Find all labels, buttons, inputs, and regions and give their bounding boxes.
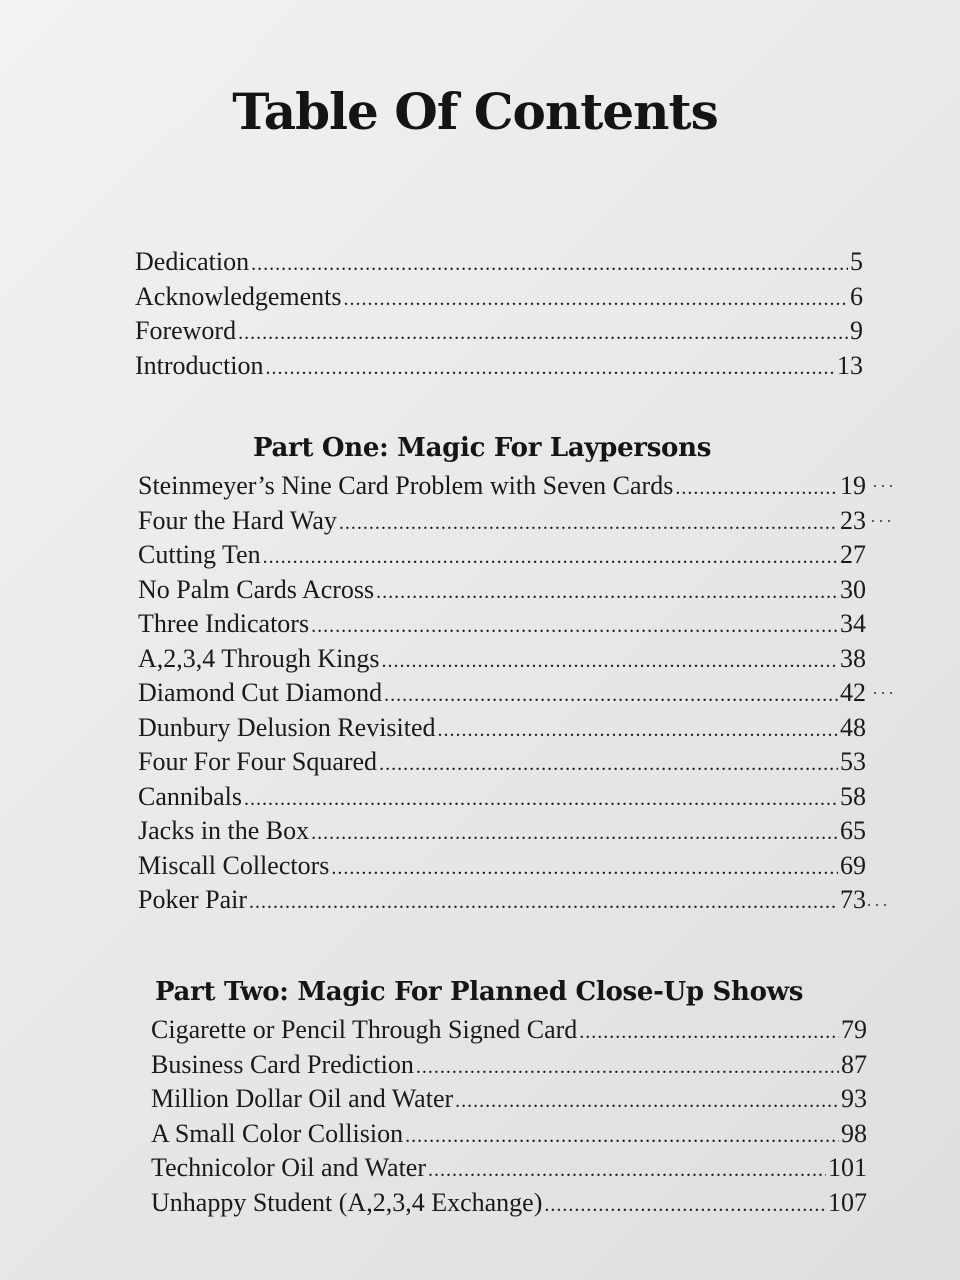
toc-entry [138, 745, 866, 780]
toc-entry [138, 538, 866, 573]
toc-entry-page: 48 [840, 712, 866, 742]
toc-entry [138, 711, 866, 746]
toc-entry-page: 69 [840, 850, 866, 880]
toc-entry-title: Miscall Collectors [138, 850, 330, 880]
toc-entry-page: 23 [840, 505, 866, 535]
toc-entry [138, 849, 866, 884]
dot-leader [579, 1015, 839, 1050]
toc-entry-page: 98 [841, 1118, 867, 1148]
toc-entry-page: 9 [850, 316, 863, 345]
dot-leader [416, 1050, 839, 1085]
toc-entry [138, 814, 866, 849]
toc-entry-page: 58 [840, 781, 866, 811]
pencil-mark: ··· [872, 683, 896, 703]
toc-entry-title: No Palm Cards Across [138, 574, 375, 604]
toc-entry-page: 19 [840, 471, 866, 500]
page-title: Table Of Contents [232, 82, 718, 141]
toc-entry [151, 1048, 867, 1083]
toc-entry-title: Cannibals [138, 781, 242, 811]
part-one-section [138, 433, 866, 918]
toc-entry-title: Cigarette or Pencil Through Signed Card [151, 1015, 578, 1044]
toc-entry [135, 349, 863, 384]
toc-entry-page: 65 [840, 816, 866, 845]
dot-leader [344, 282, 848, 317]
toc-entry-title: Cutting Ten [138, 540, 261, 569]
toc-entry-page: 101 [828, 1153, 867, 1182]
toc-entry-page: 93 [841, 1084, 867, 1113]
toc-entry-title: Jacks in the Box [138, 816, 310, 845]
dot-leader [675, 471, 838, 506]
dot-leader [384, 678, 838, 713]
toc-entry-title: Four the Hard Way [138, 505, 337, 535]
dot-leader [331, 851, 838, 886]
toc-entry-title: A Small Color Collision [151, 1118, 404, 1148]
toc-entry [151, 1013, 867, 1048]
dot-leader [455, 1084, 839, 1119]
dot-leader [249, 885, 838, 920]
dot-leader [438, 713, 838, 748]
toc-entry-title: Steinmeyer’s Nine Card Problem with Seven Cards [138, 471, 674, 500]
dot-leader [311, 609, 838, 644]
part-two-heading: Part Two: Magic For Planned Close-Up Shows [155, 977, 804, 1007]
toc-entry-page: 38 [840, 643, 866, 673]
pencil-mark: ··· [866, 895, 890, 915]
dot-leader [251, 247, 848, 282]
toc-entry-page: 73 [840, 885, 866, 914]
toc-entry-page: 34 [840, 609, 866, 638]
toc-entry [135, 314, 863, 349]
toc-entry-title: Unhappy Student (A,2,3,4 Exchange) [151, 1187, 543, 1217]
toc-entry-page: 30 [840, 574, 866, 604]
toc-entry-page: 6 [850, 281, 863, 311]
toc-entry-title: Business Card Prediction [151, 1049, 414, 1079]
toc-entry [138, 504, 866, 539]
toc-entry-page: 13 [837, 350, 863, 380]
toc-entry [138, 883, 866, 918]
toc-entry-title: Foreword [135, 316, 237, 345]
toc-entry [151, 1151, 867, 1186]
toc-entry-title: Three Indicators [138, 609, 310, 638]
toc-entry-title: Million Dollar Oil and Water [151, 1084, 454, 1113]
toc-entry [138, 642, 866, 677]
toc-entry [135, 245, 863, 280]
toc-entry-title: Poker Pair [138, 885, 248, 914]
toc-entry [138, 469, 866, 504]
toc-entry-page: 87 [841, 1049, 867, 1079]
toc-entry [138, 607, 866, 642]
toc-entry [135, 280, 863, 315]
toc-entry [151, 1082, 867, 1117]
toc-entry [151, 1117, 867, 1152]
dot-leader [379, 747, 838, 782]
dot-leader [263, 540, 838, 575]
toc-entry-title: Dunbury Delusion Revisited [138, 712, 436, 742]
toc-entry-page: 53 [840, 747, 866, 776]
toc-entry-title: Technicolor Oil and Water [151, 1153, 427, 1182]
dot-leader [266, 351, 835, 386]
toc-entry [138, 676, 866, 711]
toc-entry-title: Four For Four Squared [138, 747, 378, 776]
dot-leader [376, 575, 838, 610]
dot-leader [428, 1153, 826, 1188]
part-two-section [151, 977, 867, 1220]
toc-entry-title: Dedication [135, 247, 250, 276]
toc-entry-page: 79 [841, 1015, 867, 1044]
toc-entry-page: 5 [850, 247, 863, 276]
toc-entry-page: 42 [840, 678, 866, 707]
dot-leader [405, 1119, 839, 1154]
part-one-heading: Part One: Magic For Laypersons [252, 433, 712, 463]
dot-leader [544, 1188, 826, 1223]
front-matter-list [135, 245, 863, 383]
dot-leader [311, 816, 838, 851]
dot-leader [244, 782, 838, 817]
dot-leader [381, 644, 838, 679]
toc-entry-page: 107 [828, 1187, 867, 1217]
dot-leader [339, 506, 838, 541]
toc-entry [138, 780, 866, 815]
toc-entry [138, 573, 866, 608]
toc-entry-page: 27 [840, 540, 866, 569]
toc-entry-title: Acknowledgements [135, 281, 342, 311]
dot-leader [238, 316, 848, 351]
toc-entry-title: A,2,3,4 Through Kings [138, 643, 380, 673]
pencil-mark: ··· [870, 511, 894, 531]
pencil-mark: ··· [872, 476, 896, 496]
toc-entry [151, 1186, 867, 1221]
toc-entry-title: Introduction [135, 350, 264, 380]
toc-entry-title: Diamond Cut Diamond [138, 678, 383, 707]
